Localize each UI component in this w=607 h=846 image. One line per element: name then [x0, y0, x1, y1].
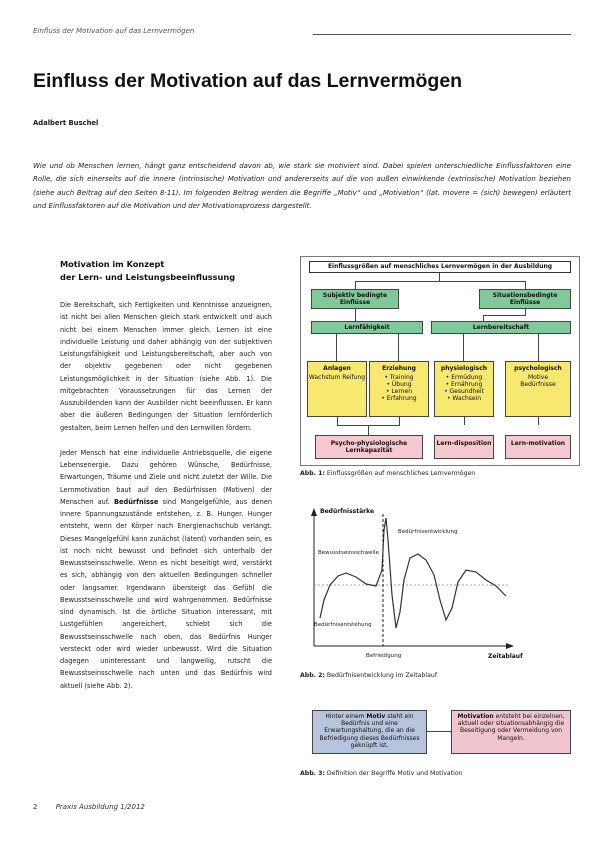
body-paragraph-2	[60, 447, 272, 692]
fig1-top-box: Einflussgrößen auf menschliches Lernvermögen in der Ausbildung	[309, 261, 571, 273]
page-number: 2	[33, 803, 38, 811]
publication-name: Praxis Ausbildung 1/2012	[55, 803, 145, 811]
fig1-lernmotivation-box: Lern-motivation	[505, 435, 571, 459]
fig2-marker-label: Befriedigung	[366, 653, 402, 659]
fig3-connector-line	[427, 731, 451, 732]
fig1-physiologisch-box	[434, 361, 494, 417]
fig1-anlagen-body: Wachstum Reifung	[308, 374, 366, 381]
figure-2-caption-text: Bedürfnisentwicklung im Zeitablauf	[326, 672, 438, 679]
fig1-line	[399, 417, 400, 425]
figure-3-caption	[300, 770, 463, 777]
figure-1-caption-label: Abb. 1:	[300, 470, 325, 477]
body-paragraph-2-a: Jeder Mensch hat eine individuelle Antriebsquelle, die eigene Lebensenergie. Dazu gehören Wünsche, Bedürfnisse, Erwartungen, Träume und Ziele und nicht zuletzt der Wille. Die Lernmotivation baut auf den Bedürfnissen (Motiven) der Menschen auf.	[60, 448, 272, 506]
body-paragraph-1: Die Bereitschaft, sich Fertigkeiten und Kenntnisse anzueignen, ist nicht bei allen Menschen gleich stark entwickelt und auch nicht bei einem Menschen immer gleich. Lernen ist eine individuelle Leistung und daher abhängig von der subjektiven Leistungsfähigkeit und Leistungsbereitschaft, aber auch von der objektiv gegebenen oder nicht gegebenen Leistungsmöglichkeit in der Situation (siehe Abb. 1). Die mitgebrachten Voraussetzungen für das Lernen der Auszubildenden kann der Ausbilder nicht beeinflussen. Er kann aber die äußeren Bedingungen der Situation lernförderlich gestalten, beim Lernen helfen und den Lernwillen fördern.	[60, 301, 272, 432]
section-heading	[60, 258, 272, 283]
fig1-erziehung-box	[369, 361, 429, 417]
fig1-line	[525, 281, 526, 289]
left-column	[60, 258, 272, 692]
fig1-line	[355, 281, 525, 282]
fig1-psychologisch-box	[505, 361, 571, 417]
fig1-situational-box: Situationsbedingte Einflüsse	[479, 289, 571, 309]
figure-3-caption-label: Abb. 3:	[300, 770, 325, 777]
fig1-subjective-box: Subjektiv bedingte Einflüsse	[311, 289, 399, 309]
fig1-line	[483, 315, 526, 316]
fig1-lernkapazitaet-box: Psycho-physiologische Lernkapazität	[315, 435, 423, 459]
fig3-motiv-text-a: Hinter einem	[325, 713, 367, 720]
figure-3-definitions	[300, 704, 580, 760]
running-head-text: Einfluss der Motivation auf das Lernvermögen	[33, 27, 195, 35]
author-name: Adalbert Buschel	[33, 119, 99, 127]
figure-2-caption-label: Abb. 2:	[300, 672, 325, 679]
fig2-x-arrow	[506, 643, 514, 649]
body-term-beduerfnisse: Bedürfnisse	[114, 497, 159, 506]
fig1-line	[336, 334, 337, 361]
fig1-line	[538, 417, 539, 425]
fig1-psychologisch-body: Motive Bedürfnisse	[520, 374, 556, 388]
figure-2-curve-graph	[300, 500, 580, 672]
fig1-erziehung-head: Erziehung	[382, 365, 416, 372]
section-heading-line2: der Lern- und Leistungsbeeinflussung	[60, 271, 236, 282]
fig3-motiv-text-b: steht ein Bedürfnis und eine Erwartungshaltung, die an die Befriedigung dieses Bedürfnisses geknüpft ist.	[319, 713, 420, 749]
fig1-line	[464, 417, 465, 425]
fig1-physiologisch-body: • Ermüdung • Ernährung • Gesundheit • Wachsein	[444, 374, 484, 402]
fig1-line	[368, 425, 369, 435]
figure-1-caption-text: Einflussgrößen auf menschliches Lernvermögen	[326, 470, 476, 477]
fig1-line	[398, 334, 399, 361]
fig3-motiv-box	[312, 710, 427, 754]
fig1-line	[355, 281, 356, 289]
figure-1-caption	[300, 470, 475, 477]
fig1-line	[439, 273, 440, 281]
fig1-line	[463, 334, 464, 361]
fig1-anlagen-head: Anlagen	[323, 365, 351, 372]
fig3-motivation-term: Motivation	[457, 713, 494, 720]
fig2-ylabel: Bedürfnisstärke	[320, 508, 375, 515]
fig1-line	[355, 309, 356, 321]
running-head	[33, 27, 573, 39]
fig1-lerndisposition-box: Lern-disposition	[434, 435, 494, 459]
section-heading-line1: Motivation im Konzept	[60, 259, 165, 269]
fig2-origin-label: Bedürfnisentstehung	[314, 622, 372, 628]
fig1-lernbereitschaft-box: Lernbereitschaft	[431, 321, 571, 334]
fig1-anlagen-box	[307, 361, 367, 417]
running-head-rule	[313, 34, 571, 35]
figure-1-diagram	[300, 256, 580, 466]
body-paragraph-2-b: sind Mangelgefühle, aus denen innere Spannungszustände entstehen, z. B. Hunger. Hunger entsteht, wenn der Körper nach Energienachschub verlangt. Dieses Mangelgefühl kann zunächst (latent) vorhanden sein, es ist noch nicht bewusst und befindet sich unterhalb der Bewusstseinsschwelle. Wenn es nicht beseitigt wird, verstärkt es sich, abhängig von den aktuellen Bedingungen schneller oder langsamer. Irgendwann übersteigt das Gefühl die Bewusstseinsschwelle und wird wahrgenommen. Bedürfnisse sind dynamisch. Ist die örtliche Situation interessant, mit Lustgefühlen angereichert, schiebt sich die Bewusstseinsschwelle nach oben, das Bedürfnis Hunger versteckt oder wird wieder unbewusst. Wird die Situation dagegen uninteressant und langweilig, rutscht die Bewusstseinsschwelle nach unten und das Bedürfnis wird aktuell (siehe Abb. 2).	[60, 497, 272, 690]
fig2-threshold-label: Bewusstseinsschwelle	[318, 550, 379, 556]
fig3-motivation-box	[451, 710, 571, 754]
fig1-line	[337, 417, 338, 425]
fig1-erziehung-body: • Training • Übung • Lernen • Erfahrung	[381, 374, 417, 402]
fig1-line	[538, 334, 539, 361]
page-footer	[33, 803, 145, 811]
fig1-lernfaehigkeit-box: Lernfähigkeit	[311, 321, 423, 334]
fig1-psychologisch-head: psychologisch	[514, 365, 562, 372]
fig3-motivation-text: entsteht bei einzelnen, aktuell oder situationsabhängig die Beseitigung oder Vermeidung von Mangeln.	[457, 713, 565, 742]
fig3-motiv-term: Motiv	[366, 713, 386, 720]
figure-2-caption	[300, 672, 437, 679]
fig2-y-arrow	[311, 508, 317, 516]
figure-3-caption-text: Definition der Begriffe Motiv und Motivation	[326, 770, 463, 777]
fig1-physiologisch-head: physiologisch	[440, 365, 488, 372]
lead-paragraph: Wie und ob Menschen lernen, hängt ganz entscheidend davon ab, wie stark sie motiviert sind. Dabei spielen unterschiedliche Einflussfaktoren eine Rolle, die sich einerseits auf die innere (intrinsische) Motivation und andererseits auf die von außen einwirkende (extrinsische) Motivation beziehen (siehe auch Beitrag auf den Seiten 8-11). Im folgenden Beitrag werden die Begriffe „Motiv“ und „Motivation“ (lat. movere = (sich) bewegen) erläutert und Einflussfaktoren auf die Motivation und der Motivationsprozess dargestellt.	[33, 162, 571, 211]
article-title: Einfluss der Motivation auf das Lernvermögen	[33, 70, 463, 92]
fig2-xlabel: Zeitablauf	[488, 653, 523, 660]
fig2-curve-label: Bedürfnisentwicklung	[398, 529, 458, 535]
